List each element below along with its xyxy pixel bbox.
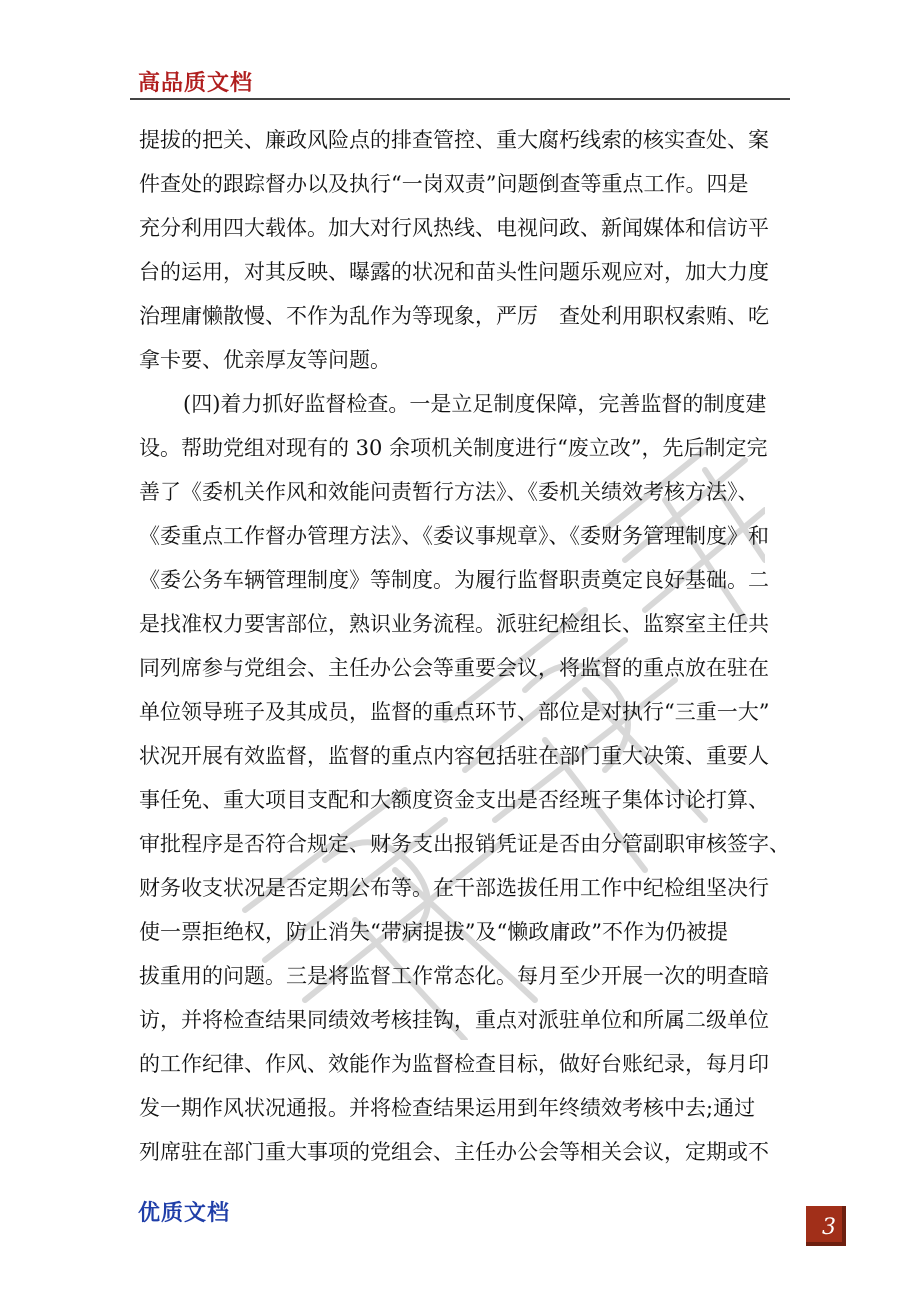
text-line: 使一票拒绝权，防止消失“带病提拔”及“懒政庸政”不作为仍被提 xyxy=(139,920,728,944)
text-line: 是找准权力要害部位，熟识业务流程。派驻纪检组长、监察室主任共 xyxy=(139,612,769,636)
page-number-badge xyxy=(806,1206,846,1246)
text-line: 发一期作风状况通报。并将检查结果运用到年终绩效考核中去;通过 xyxy=(139,1096,756,1120)
text-line: 拔重用的问题。三是将监督工作常态化。每月至少开展一次的明查暗 xyxy=(139,964,769,988)
text-line: 财务收支状况是否定期公布等。在干部选拔任用工作中纪检组坚决行 xyxy=(139,876,769,900)
text-line: 访，并将检查结果同绩效考核挂钩，重点对派驻单位和所属二级单位 xyxy=(139,1008,769,1032)
text-line: (四)着力抓好监督检查。一是立足制度保障，完善监督的制度建 xyxy=(183,392,767,416)
text-line: 治理庸懒散慢、不作为乱作为等现象，严厉 查处利用职权索贿、吃 xyxy=(139,304,769,328)
document-body xyxy=(139,118,799,1174)
text-line: 状况开展有效监督，监督的重点内容包括驻在部门重大决策、重要人 xyxy=(139,744,769,768)
text-line: 台的运用，对其反映、曝露的状况和苗头性问题乐观应对，加大力度 xyxy=(139,260,769,284)
footer-title: 优质文档 xyxy=(138,1201,231,1226)
text-line: 提拔的把关、廉政风险点的排查管控、重大腐朽线索的核实查处、案 xyxy=(139,128,769,152)
text-line: 列席驻在部门重大事项的党组会、主任办公会等相关会议，定期或不 xyxy=(139,1140,769,1164)
text-line: 拿卡要、优亲厚友等问题。 xyxy=(139,348,391,372)
text-line: 同列席参与党组会、主任办公会等重要会议，将监督的重点放在驻在 xyxy=(139,656,769,680)
text-line: 《委公务车辆管理制度》等制度。为履行监督职责奠定良好基础。二 xyxy=(139,568,769,592)
text-line: 设。帮助党组对现有的 30 余项机关制度进行“废立改”，先后制定完 xyxy=(139,436,768,460)
header-divider xyxy=(130,98,790,100)
text-line: 审批程序是否符合规定、财务支出报销凭证是否由分管副职审核签字、 xyxy=(139,832,790,856)
text-line: 善了《委机关作风和效能问责暂行方法》、《委机关绩效考核方法》、 xyxy=(139,480,759,504)
text-line: 充分利用四大载体。加大对行风热线、电视问政、新闻媒体和信访平 xyxy=(139,216,769,240)
header-title: 高品质文档 xyxy=(138,71,254,96)
text-line: 件查处的跟踪督办以及执行“一岗双责”问题倒查等重点工作。四是 xyxy=(139,172,749,196)
text-line: 事任免、重大项目支配和大额度资金支出是否经班子集体讨论打算、 xyxy=(139,788,769,812)
text-line: 《委重点工作督办管理方法》、《委议事规章》、《委财务管理制度》和 xyxy=(139,524,769,548)
text-line: 的工作纪律、作风、效能作为监督检查目标，做好台账纪录，每月印 xyxy=(139,1052,769,1076)
text-line: 单位领导班子及其成员，监督的重点环节、部位是对执行“三重一大” xyxy=(139,700,770,724)
page-number: 3 xyxy=(822,1215,836,1240)
